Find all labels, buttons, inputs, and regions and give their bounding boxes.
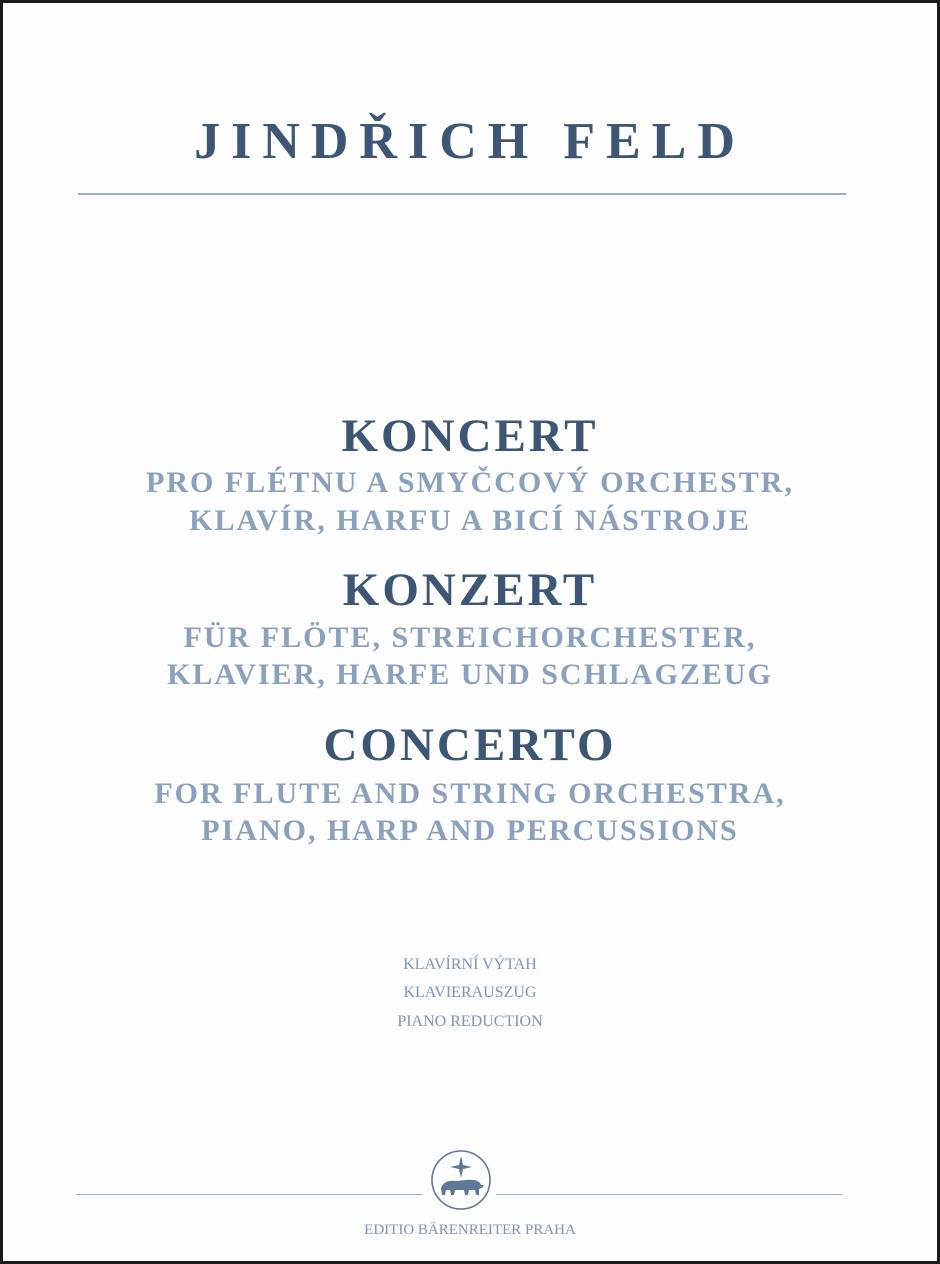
bottom-rule-left — [76, 1194, 422, 1195]
subtitle-german-line-1: FÜR FLÖTE, STREICHORCHESTER, — [183, 621, 757, 654]
bottom-rule-right — [496, 1194, 842, 1195]
composer-name: JINDŘICH FELD — [194, 113, 746, 170]
title-german: KONZERT — [342, 564, 598, 616]
top-rule — [78, 193, 846, 195]
subtitle-english-line-1: FOR FLUTE AND STRING ORCHESTRA, — [154, 777, 786, 810]
edition-type-german: KLAVIERAUSZUG — [403, 984, 537, 1001]
subtitle-english-line-2: PIANO, HARP AND PERCUSSIONS — [201, 814, 739, 847]
publisher-name: EDITIO BÄRENREITER PRAHA — [364, 1222, 576, 1238]
subtitle-czech-line-2: KLAVÍR, HARFU A BICÍ NÁSTROJE — [189, 504, 751, 537]
title-czech: KONCERT — [341, 410, 599, 462]
subtitle-czech-line-1: PRO FLÉTNU A SMYČCOVÝ ORCHESTR, — [146, 466, 794, 499]
title-english: CONCERTO — [323, 719, 617, 771]
bear-star-emblem-icon — [429, 1148, 493, 1217]
subtitle-german-line-2: KLAVIER, HARFE UND SCHLAGZEUG — [167, 658, 773, 691]
edition-type-english: PIANO REDUCTION — [397, 1013, 543, 1030]
edition-type-czech: KLAVÍRNÍ VÝTAH — [403, 956, 537, 973]
